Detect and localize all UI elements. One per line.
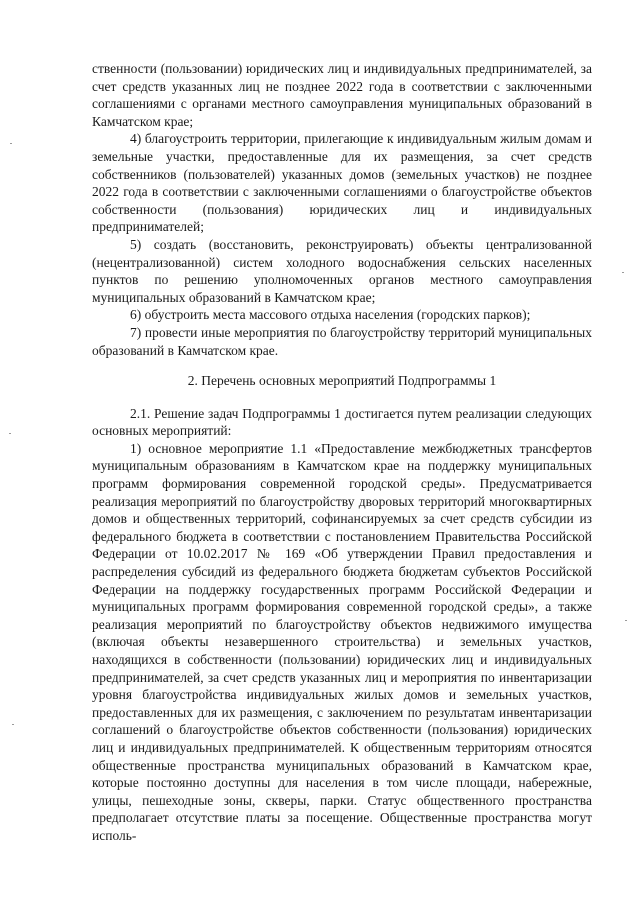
list-item-6: 6) обустроить места массового отдыха населения (городских парков); xyxy=(130,307,531,323)
list-item-main-activity-1-1: 1) основное мероприятие 1.1 «Предоставление межбюджетных трансфертов муниципальным образованиям в Камчатском крае на поддержку муниципальных программ формирования современной городской среды». Предусматривается реализация мероприятий по благоустройству дворовых территорий многоквартирных домов и общественных территорий, софинансируемых за счет средств субсидии из федерального бюджета в соответствии с постановлением Правительства Российской Федерации от 10.02.2017 № 169 «Об утверждении Правил предоставления и распределения субсидий из федерального бюджета бюджетам субъектов Российской Федерации на поддержку государственных программ Российской Федерации и муниципальных программ формирования современной городской среды», а также реализация мероприятий по благоустройству объектов недвижимого имущества (включая объекты незавершенного строительства) и земельных участков, находящихся в собственности (пользовании) юридических лиц и индивидуальных предпринимателей, за счет средств указанных лиц и мероприятия по инвентаризации уровня благоустройства индивидуальных жилых домов и земельных участков, предоставленных для их размещения, с заключением по результатам инвентаризации соглашений о благоустройстве объектов собственности (пользования) юридических лиц и индивидуальных предпринимателей. К общественным территориям относятся общественные пространства муниципальных образований в Камчатском крае, которые постоянно доступны для населения в том числе площади, набережные, улицы, пешеходные зоны, скверы, парки. Статус общественного пространства предполагает отсутствие платы за посещение. Общественные пространства могут исполь- xyxy=(92,440,592,843)
scan-artifact xyxy=(12,724,14,725)
list-item-5: 5) создать (восстановить, реконструировать) объекты централизованной (нецентрализованной) систем холодного водоснабжения сельских населенных пунктов по решению уполномоченных органов местного самоуправления муниципальных образований в Камчатском крае; xyxy=(92,236,592,305)
scan-artifact xyxy=(9,433,11,434)
scan-artifact xyxy=(625,620,627,621)
paragraph-continuation: ственности (пользовании) юридических лиц и индивидуальных предпринимателей, за счет средств указанных лиц не позднее 2022 года в соответствии с заключенными соглашениями с органами местного самоуправления муниципальных образований в Камчатском крае; xyxy=(92,61,592,129)
section-heading: 2. Перечень основных мероприятий Подпрограммы 1 xyxy=(187,373,497,389)
scan-artifact xyxy=(622,272,624,273)
list-item-4: 4) благоустроить территории, прилегающие к индивидуальным жилым домам и земельные участки, предоставленные для их размещения, за счет средств собственников (пользователей) указанных домов (земельных участков) не позднее 2022 года в соответствии с заключенными соглашениями о благоустройстве объектов собственности (пользования) юридических лиц и индивидуальных предпринимателей; xyxy=(92,131,592,235)
list-item-7: 7) провести иные мероприятия по благоустройству территорий муниципальных образований в Камчатском крае. xyxy=(92,324,592,358)
paragraph-2-1: 2.1. Решение задач Подпрограммы 1 достигается путем реализации следующих основных мероприятий: xyxy=(92,405,592,439)
scan-artifact xyxy=(10,143,12,144)
document-body xyxy=(92,60,592,845)
